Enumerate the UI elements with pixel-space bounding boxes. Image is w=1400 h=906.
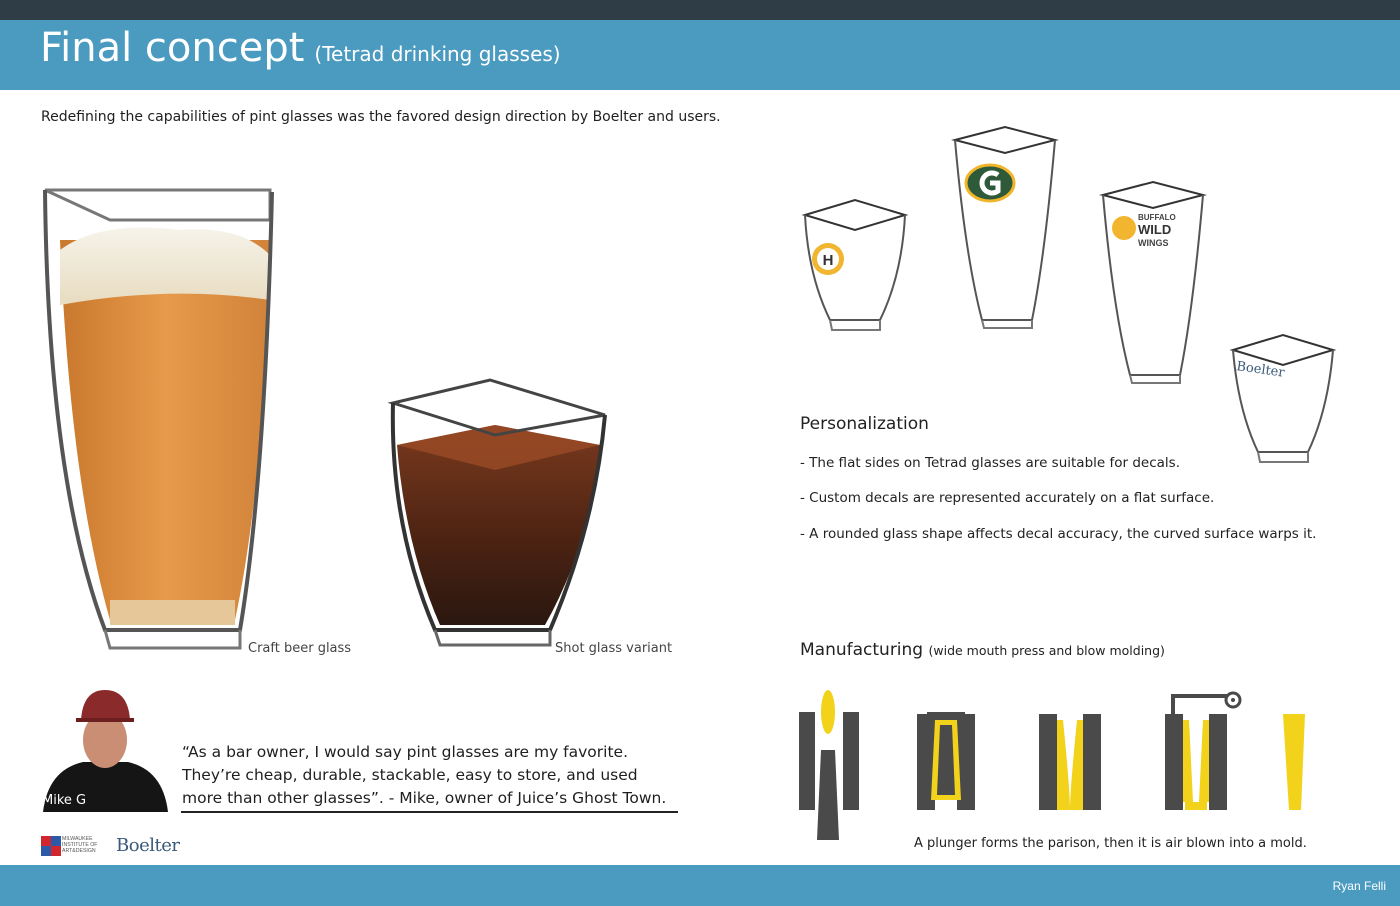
mfg-step-1 — [799, 690, 859, 840]
glass-h-decal — [800, 195, 910, 335]
testimonial-portrait — [38, 680, 172, 812]
craft-beer-caption: Craft beer glass — [248, 641, 352, 656]
manufacturing-caption: A plunger forms the parison, then it is air blown into a mold. — [914, 836, 1307, 851]
boelter-logo: Boelter — [116, 835, 180, 856]
title-main: Final concept — [40, 25, 305, 71]
mfg-step-3 — [1039, 714, 1101, 810]
glass-packers-decal — [950, 125, 1060, 330]
mfg-step-5-finished-glass — [1283, 714, 1305, 810]
glass-boelter-decal — [1228, 330, 1338, 465]
mfg-step-4 — [1165, 693, 1240, 810]
testimonial-name: Mike G — [42, 793, 87, 808]
manufacturing-heading-title: Manufacturing — [800, 640, 924, 660]
personalization-bullet: - A rounded glass shape affects decal accuracy, the curved surface warps it. — [800, 526, 1317, 542]
personalization-heading: Personalization — [800, 414, 929, 434]
h-decal-letter: H — [822, 252, 834, 269]
craft-beer-glass-image — [40, 180, 280, 660]
manufacturing-diagram — [795, 690, 1330, 852]
shot-glass-image — [385, 375, 610, 655]
bww-decal-line1: BUFFALO — [1138, 213, 1176, 222]
page-title — [40, 25, 561, 71]
quote-divider — [181, 811, 678, 813]
manufacturing-heading-note: (wide mouth press and blow molding) — [928, 643, 1165, 658]
personalization-bullet: - The flat sides on Tetrad glasses are suitable for decals. — [800, 455, 1180, 471]
manufacturing-heading — [800, 640, 1165, 660]
personalization-bullet: - Custom decals are represented accurately on a flat surface. — [800, 490, 1215, 506]
shot-glass-caption: Shot glass variant — [555, 641, 673, 656]
bww-decal-line2: WILD — [1138, 222, 1172, 237]
glass-bww-decal — [1098, 180, 1208, 385]
mfg-step-2 — [917, 712, 975, 810]
top-bar — [0, 0, 1400, 20]
testimonial-quote: “As a bar owner, I would say pint glasses are my favorite. They’re cheap, durable, stackable, easy to store, and used more than other glasses”. - Mike, owner of Juice’s Ghost Town. — [182, 743, 667, 807]
bww-decal-line3: WINGS — [1138, 238, 1169, 248]
author-name: Ryan Felli — [1332, 879, 1386, 893]
title-subtitle: (Tetrad drinking glasses) — [314, 42, 561, 66]
miad-logo — [41, 836, 61, 856]
miad-logo-text: MILWAUKEE INSTITUTE OF ART&DESIGN — [62, 836, 98, 854]
footer-band — [0, 865, 1400, 906]
intro-text: Redefining the capabilities of pint glasses was the favored design direction by Boelter and users. — [41, 109, 721, 125]
boelter-decal-text: Boelter — [1235, 359, 1286, 381]
